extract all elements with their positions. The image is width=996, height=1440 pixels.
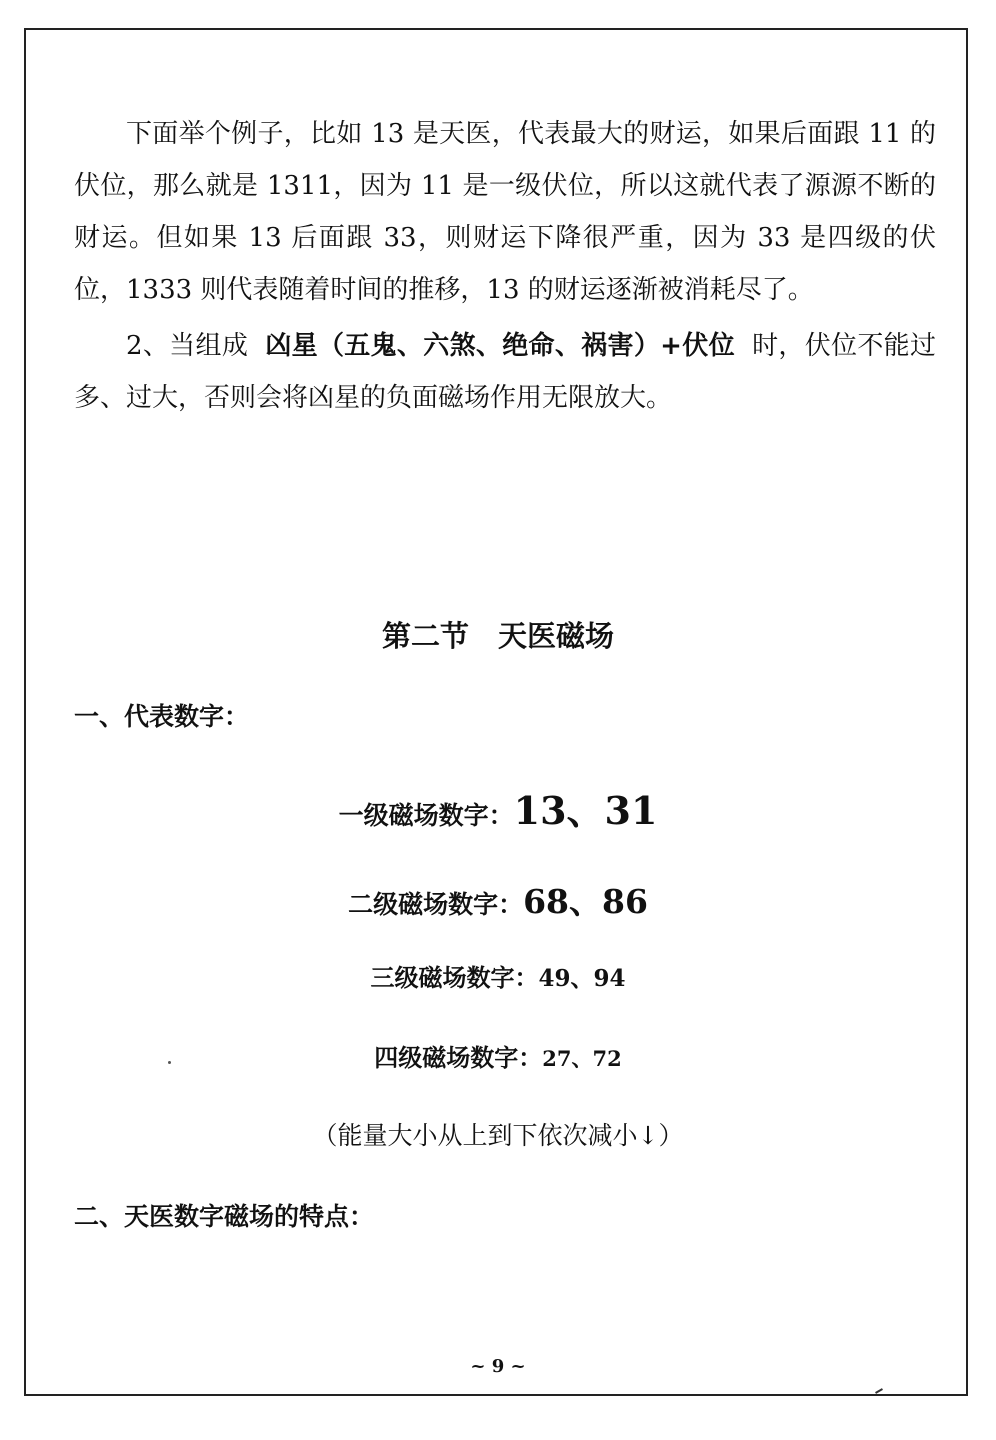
- level-2-line: [0, 876, 996, 923]
- level-1-line: [0, 780, 996, 835]
- level-1-label: 一级磁场数字：: [338, 801, 514, 830]
- level-3-label: 三级磁场数字：: [370, 964, 539, 992]
- subheading-characteristics: 二、天医数字磁场的特点：: [74, 1202, 375, 1231]
- level-4-label: 四级磁场数字：: [374, 1044, 543, 1072]
- level-2-numbers: 68、86: [523, 882, 648, 921]
- level-1-numbers: 13、31: [513, 788, 658, 833]
- stray-dot: [168, 1061, 171, 1064]
- page-number: ~ 9 ~: [470, 1356, 526, 1377]
- level-3-numbers: 49、94: [538, 965, 626, 992]
- subheading-representative-numbers: 一、代表数字：: [74, 702, 250, 731]
- rule-2-bold-text: 凶星（五鬼、六煞、绝命、祸害）+伏位: [265, 331, 735, 361]
- paragraph-example: 下面举个例子，比如 13 是天医，代表最大的财运，如果后面跟 11 的伏位，那么就是 1311，因为 11 是一级伏位，所以这就代表了源源不断的财运。但如果 13 后面跟 33，则财运下降很严重，因为 33 是四级的伏位，1333 则代表随着时间的推移，13 的财运逐渐被消耗尽了。: [74, 119, 936, 305]
- level-4-numbers: 27、72: [542, 1046, 622, 1071]
- energy-note: （能量大小从上到下依次减小↓）: [312, 1121, 684, 1150]
- paragraph-rule-2: [74, 320, 936, 424]
- rule-2-prefix: 2、当组成: [126, 331, 249, 361]
- level-4-line: [0, 1038, 996, 1073]
- section-title: 第二节 天医磁场: [381, 619, 614, 653]
- level-2-label: 二级磁场数字：: [348, 890, 524, 919]
- level-3-line: [0, 958, 996, 993]
- rule-2-suffix: 时，伏位不能过多、过大，否则会将凶星的负面磁场作用无限放大。: [74, 331, 936, 413]
